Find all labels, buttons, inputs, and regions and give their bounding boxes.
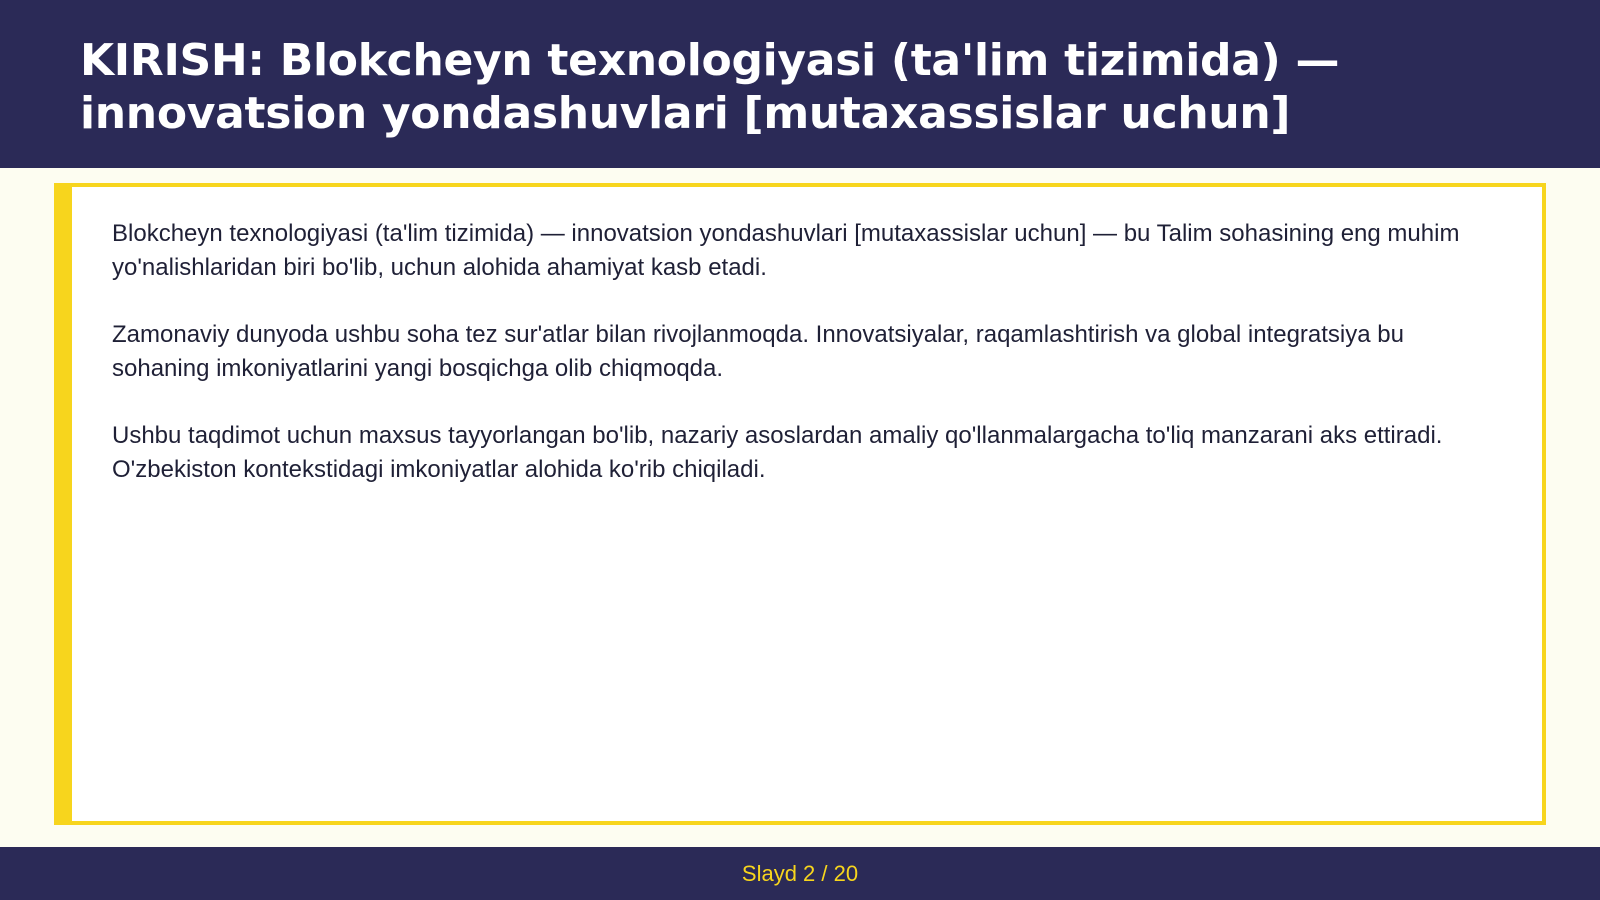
content-box [54,183,1546,825]
paragraph-presentation: Ushbu taqdimot uchun maxsus tayyorlangan bo'lib, nazariy asoslardan amaliy qo'llanmalargacha to'liq manzarani aks ettiradi. O'zbekiston kontekstidagi imkoniyatlar alohida ko'rib chiqiladi. [112,422,1443,483]
slide-title: KIRISH: Blokcheyn texnologiyasi (ta'lim tizimida) — innovatsion yondashuvlari [mutaxassislar uchun] [80,35,1340,139]
paragraph-intro: Blokcheyn texnologiyasi (ta'lim tizimida) — innovatsion yondashuvlari [mutaxassislar uchun] — bu Talim sohasining eng muhim yo'nalishlaridan biri bo'lib, uchun alohida ahamiyat kasb etadi. [112,220,1460,281]
slide-header [0,0,1600,168]
paragraph-modern-world: Zamonaviy dunyoda ushbu soha tez sur'atlar bilan rivojlanmoqda. Innovatsiyalar, raqamlashtirish va global integratsiya bu sohaning imkoniyatlarini yangi bosqichga olib chiqmoqda. [112,321,1404,382]
slide-counter: Slayd 2 / 20 [741,860,859,886]
slide-footer [0,847,1600,900]
